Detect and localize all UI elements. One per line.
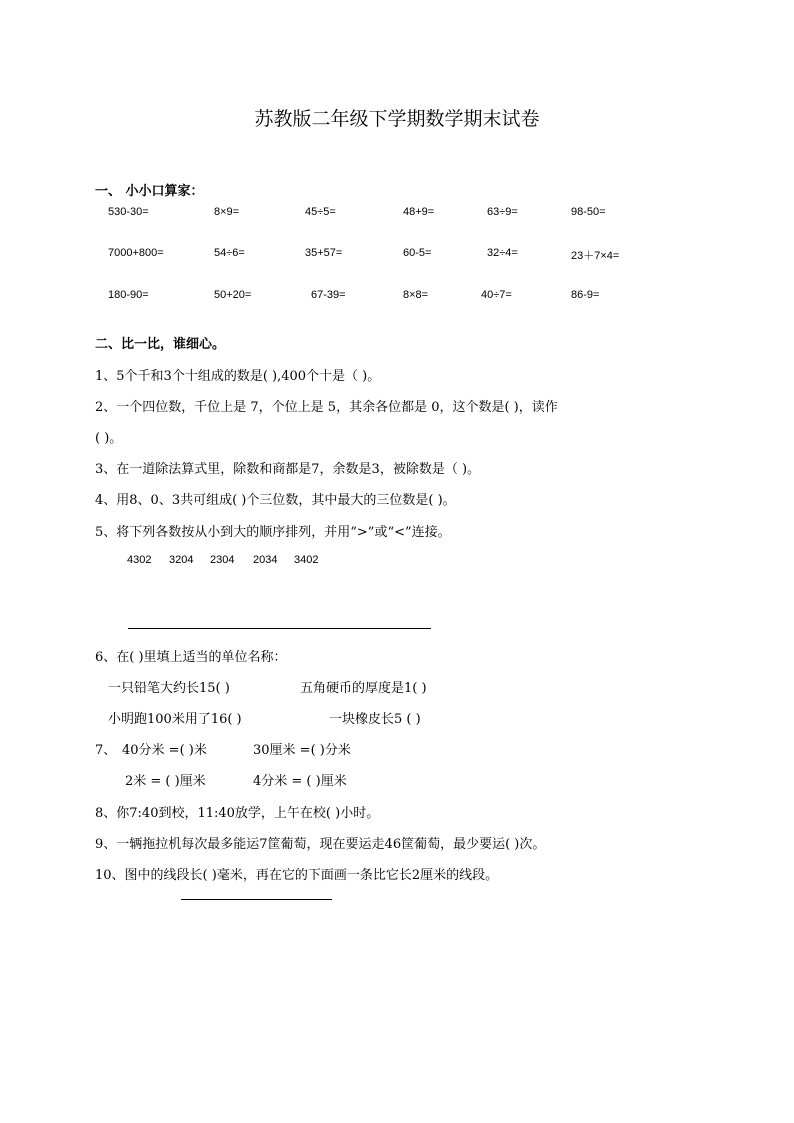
conversion-item: 30厘米 =( )分米 [253,743,351,758]
question-3: 3、在一道除法算式里，除数和商都是7，余数是3，被除数是（ )。 [95,462,481,477]
calc-item: 98-50= [571,206,606,218]
unit-item: 小明跑100米用了16( ) [108,712,242,727]
number-item: 2034 [253,554,278,566]
calc-item: 7000+800= [108,247,164,259]
question-9: 9、一辆拖拉机每次最多能运7筐葡萄，现在要运走46筐葡萄，最少要运( )次。 [95,837,546,852]
question-4: 4、用8、0、3共可组成( )个三位数，其中最大的三位数是( )。 [95,493,456,508]
question-8: 8、你7:40到校，11:40放学，上午在校( )小时。 [95,806,380,821]
section-2-heading: 二、比一比，谁细心。 [95,337,226,352]
section-1-heading: 一、 小小口算家： [95,184,204,199]
unit-item: 五角硬币的厚度是1( ) [300,681,427,696]
question-7: 7、 [95,743,117,758]
calc-item: 60-5= [403,247,432,259]
calc-item: 23＋7×4= [571,250,620,262]
calc-item: 8×9= [214,206,240,218]
unit-item: 一只铅笔大约长15( ) [108,681,230,696]
calc-item: 48+9= [403,206,435,218]
question-2-continued: ( )。 [95,431,123,446]
number-item: 2304 [210,554,235,566]
calc-item: 50+20= [214,289,252,301]
calc-item: 45÷5= [305,206,336,218]
question-2: 2、一个四位数，千位上是 7，个位上是 5，其余各位都是 0，这个数是( )，读作 [95,400,558,415]
answer-line [128,628,431,629]
question-5: 5、将下列各数按从小到大的顺序排列，并用“>”或“<”连接。 [95,525,451,540]
question-6: 6、在( )里填上适当的单位名称： [95,650,287,665]
calc-item: 180-90= [108,289,149,301]
calc-item: 63÷9= [487,206,518,218]
conversion-item: 40分米 =( )米 [122,743,207,758]
calc-item: 86-9= [571,289,600,301]
line-segment [181,899,332,900]
calc-item: 40÷7= [481,289,512,301]
calc-item: 530-30= [108,206,149,218]
calc-item: 35+57= [305,247,343,259]
calc-item: 8×8= [403,289,429,301]
page-title: 苏教版二年级下学期数学期末试卷 [254,108,540,130]
calc-item: 32÷4= [487,247,518,259]
question-1: 1、5个千和3个十组成的数是( ),400个十是（ )。 [95,369,381,384]
conversion-item: 2米 = ( )厘米 [125,774,206,789]
calc-item: 54÷6= [214,247,245,259]
question-10: 10、图中的线段长( )毫米，再在它的下面画一条比它长2厘米的线段。 [95,868,499,883]
unit-item: 一块橡皮长5 ( ) [329,712,421,727]
number-item: 3402 [294,554,319,566]
conversion-item: 4分米 = ( )厘米 [253,774,347,789]
number-item: 4302 [127,554,152,566]
calc-item: 67-39= [311,289,346,301]
number-item: 3204 [169,554,194,566]
